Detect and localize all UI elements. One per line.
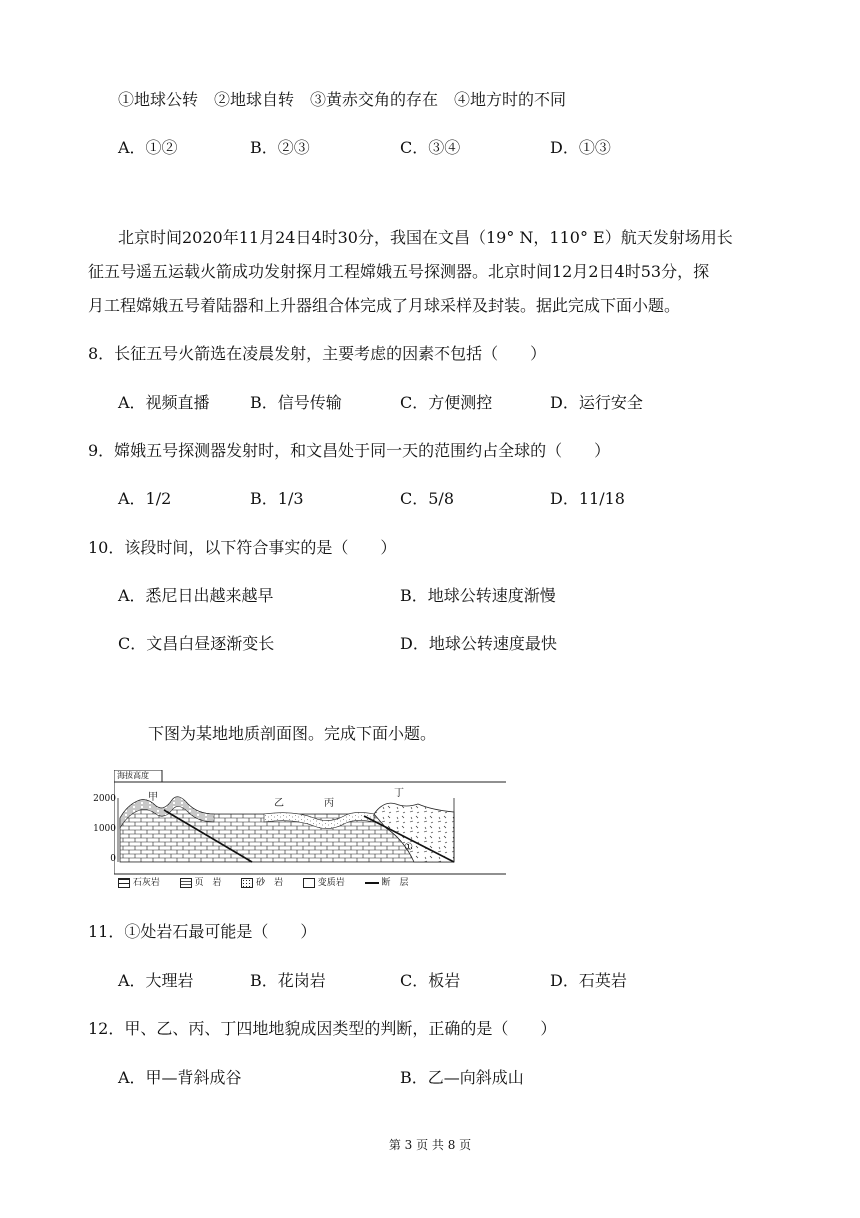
q9-option-d[interactable]: D．11/18 [550,489,625,508]
q10-option-b[interactable]: B．地球公转速度渐慢 [400,586,556,605]
circle-label-1: ① [404,842,413,853]
q11-option-a[interactable]: A．大理岩 [118,971,194,990]
q10-option-a[interactable]: A．悉尼日出越来越早 [118,586,274,605]
passage1-line-1: 北京时间2020年11月24日4时30分，我国在文昌（19° N，110° E）航天发射场用长 [118,228,733,247]
legend-limestone: 石灰岩 [132,878,160,888]
place-label-ding: 丁 [394,788,404,799]
q9-option-b[interactable]: B．1/3 [250,489,304,508]
y-axis-title: 海拔高度 [117,771,149,780]
legend-metamorphic: 变质岩 [317,878,345,888]
passage2: 下图为某地地质剖面图。完成下面小题。 [148,724,437,743]
q9-option-c[interactable]: C．5/8 [400,489,454,508]
legend-sandstone: 砂 岩 [256,878,284,888]
passage1-line-2: 征五号遥五运载火箭成功发射探月工程嫦娥五号探测器。北京时间12月2日4时53分，探 [88,262,710,281]
legend [118,876,506,890]
q7-option-a[interactable]: A．①② [118,138,178,157]
legend-fault-swatch [365,882,379,884]
q7-statements: ①地球公转 ②地球自转 ③黄赤交角的存在 ④地方时的不同 [118,90,567,109]
q11-option-d[interactable]: D．石英岩 [550,971,627,990]
q11-option-c[interactable]: C．板岩 [400,971,461,990]
legend-fault: 断 层 [381,878,409,888]
q10-stem: 10．该段时间，以下符合事实的是（ ） [88,538,397,557]
legend-sandstone-swatch [241,878,253,888]
q9-stem: 9．嫦娥五号探测器发射时，和文昌处于同一天的范围约占全球的（ ） [88,441,611,460]
tick-1000: 1000 [93,824,116,834]
geologic-cross-section [93,770,506,892]
place-label-bing: 丙 [324,798,334,809]
legend-limestone-swatch [118,878,130,888]
place-label-yi: 乙 [274,798,284,809]
q8-option-d[interactable]: D．运行安全 [550,393,643,412]
q8-option-b[interactable]: B．信号传输 [250,393,342,412]
passage1-line-3: 月工程嫦娥五号着陆器和上升器组合体完成了月球采样及封装。据此完成下面小题。 [88,296,681,315]
q12-stem: 12．甲、乙、丙、丁四地地貌成因类型的判断，正确的是（ ） [88,1019,557,1038]
q10-option-d[interactable]: D．地球公转速度最快 [400,634,557,653]
q8-option-a[interactable]: A．视频直播 [118,393,210,412]
q9-option-a[interactable]: A．1/2 [118,489,172,508]
q7-option-b[interactable]: B．②③ [250,138,310,157]
tick-2000: 2000 [93,794,116,804]
q7-option-c[interactable]: C．③④ [400,138,461,157]
legend-metamorphic-swatch [303,878,315,888]
q12-option-b[interactable]: B．乙—向斜成山 [400,1068,524,1087]
q11-option-b[interactable]: B．花岗岩 [250,971,326,990]
q12-option-a[interactable]: A．甲—背斜成谷 [118,1068,242,1087]
legend-shale-swatch [180,878,192,888]
place-label-jia: 甲 [148,792,158,803]
legend-shale: 页 岩 [194,878,222,888]
page-footer: 第 3 页 共 8 页 [388,1138,472,1152]
q7-option-d[interactable]: D．①③ [550,138,611,157]
q8-stem: 8．长征五号火箭选在凌晨发射，主要考虑的因素不包括（ ） [88,344,547,363]
tick-0: 0 [110,854,116,864]
q11-stem: 11．①处岩石最可能是（ ） [88,922,317,941]
q8-option-c[interactable]: C．方便测控 [400,393,493,412]
q10-option-c[interactable]: C．文昌白昼逐渐变长 [118,634,275,653]
